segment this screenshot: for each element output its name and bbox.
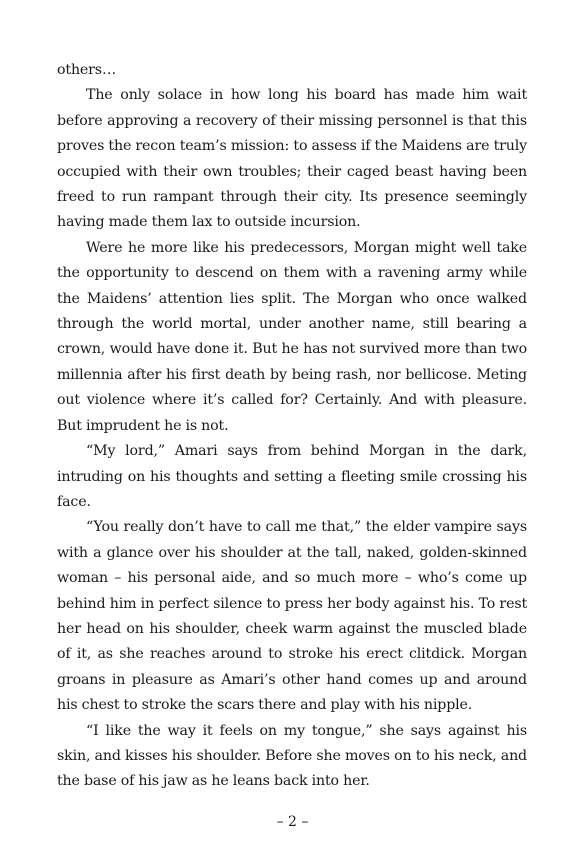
page-number: – 2 – [276,814,309,830]
paragraph: “I like the way it feels on my tongue,” she says against his skin, and kisses his shoulder. Before she moves on to his neck, and the base of his jaw as he leans back into her. [57,722,527,790]
paragraph: “You really don’t have to call me that,” the elder vampire says with a glance over his shoulder at the tall, naked, golden-skinned woman – his personal aide, and so much more – who’s come up behind him in perfect silence to press her body against his. To rest her head on his shoulder, cheek warm against the muscled blade of it, as she reaches around to stroke his erect clitdick. Morgan groans in pleasure as Amari’s other hand comes up and around his chest to stroke the scars there and play with his nipple. [57,519,527,714]
paragraph-continuation: others… [57,62,116,78]
paragraph: The only solace in how long his board has made him wait before approving a recovery of their missing personnel is that this proves the recon team’s mission: to assess if the Maidens are truly occupied with their own troubles; their caged beast having been freed to run rampant through their city. Its presence seemingly having made them lax to outside incursion. [57,87,527,231]
page-body [57,58,527,795]
paragraph: Were he more like his predecessors, Morgan might well take the opportunity to descend on them with a ravening army while the Maidens’ attention lies split. The Morgan who once walked through the world mortal, under another name, still bearing a crown, would have done it. But he has not survived more than two millennia after his first death by being rash, nor bellicose. Meting out violence where it’s called for? Certainly. And with pleasure. But imprudent he is not. [57,239,527,434]
paragraph: “My lord,” Amari says from behind Morgan in the dark, intruding on his thoughts and setting a fleeting smile crossing his face. [57,443,527,510]
